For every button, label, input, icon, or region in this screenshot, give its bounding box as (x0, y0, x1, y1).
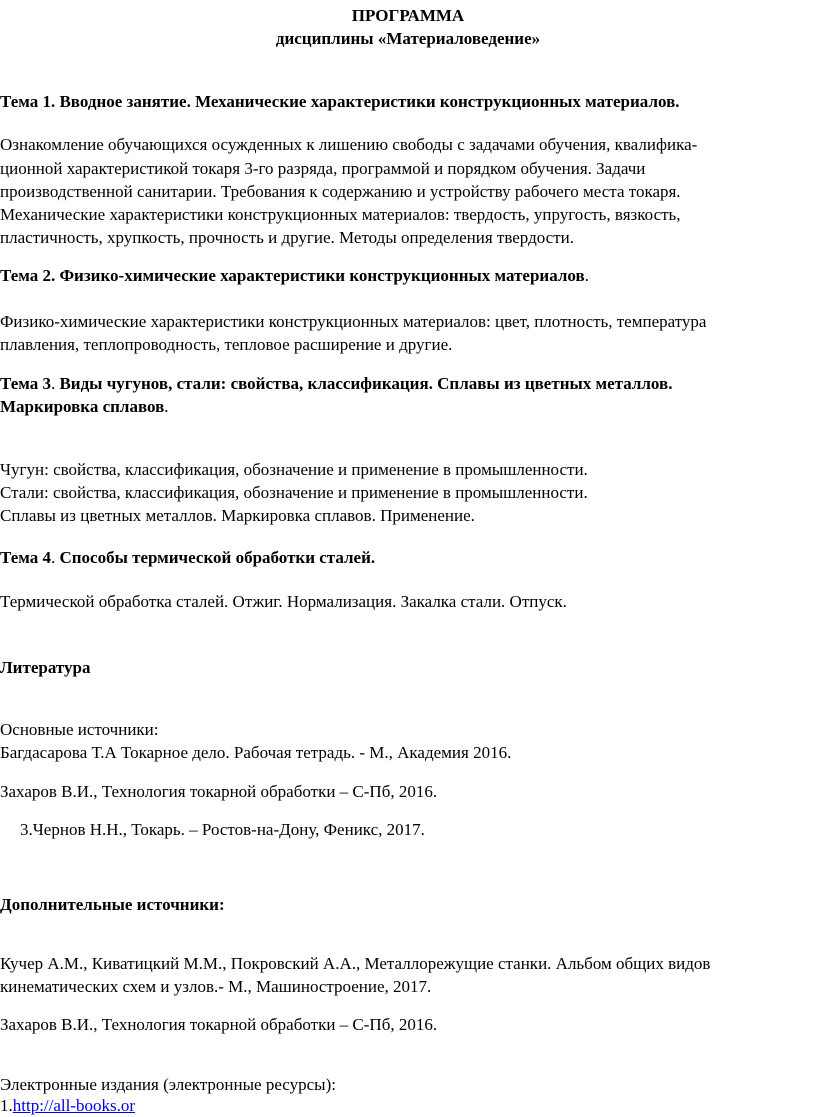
extra-source-item: Захаров В.И., Технология токарной обработки – С-Пб, 2016. (0, 1015, 438, 1034)
topic3-body-line: Сплавы из цветных металлов. Маркировка сплавов. Применение. (0, 506, 475, 525)
extra-source-item: кинематических схем и узлов.- М., Машиностроение, 2017. (0, 977, 432, 996)
document-title: ПРОГРАММА (351, 6, 465, 25)
topic3-heading-sep: . (50, 374, 60, 393)
topic4-body-line: Термической обработка сталей. Отжиг. Нормализация. Закалка стали. Отпуск. (0, 592, 567, 611)
main-source-item: Захаров В.И., Технология токарной обработки – С-Пб, 2016. (0, 782, 438, 801)
topic3-heading (0, 372, 672, 395)
topic1-body-line: производственной санитарии. Требования к содержанию и устройству рабочего места токаря. (0, 182, 681, 201)
main-source-item: Багдасарова Т.А Токарное дело. Рабочая тетрадь. - М., Академия 2016. (0, 743, 512, 762)
topic2-heading-text: Тема 2. Физико-химические характеристики конструкционных материалов (0, 266, 585, 285)
topic3-heading-text: Виды чугунов, стали: свойства, классификация. Сплавы из цветных металлов. (59, 374, 673, 393)
topic3-body-line: Стали: свойства, классификация, обозначение и применение в промышленности. (0, 483, 588, 502)
main-sources-label: Основные источники: (0, 720, 159, 739)
topic1-body-line: Механические характеристики конструкционных материалов: твердость, упругость, вязкость, (0, 205, 681, 224)
topic2-heading (0, 264, 589, 287)
topic1-body-line: Ознакомление обучающихся осужденных к лишению свободы с задачами обучения, квалифика- (0, 135, 698, 154)
electronic-sources-label: Электронные издания (электронные ресурсы): (0, 1075, 336, 1094)
document-subtitle: дисциплины «Материаловедение» (275, 29, 541, 48)
topic1-body-line: пластичность, хрупкость, прочность и другие. Методы определения твердости. (0, 228, 574, 247)
topic4-heading-label: Тема 4 (0, 548, 51, 567)
extra-sources-heading: Дополнительные источники: (0, 895, 225, 914)
topic3-heading-text2: Маркировка сплавов (0, 397, 165, 416)
topic3-heading-label: Тема 3 (0, 374, 51, 393)
topic4-heading (0, 546, 375, 569)
topic1-heading: Тема 1. Вводное занятие. Механические характеристики конструкционных материалов. (0, 92, 680, 111)
literature-heading: Литература (0, 658, 91, 677)
topic4-heading-sep: . (50, 548, 60, 567)
electronic-source-link[interactable]: http://all-books.or (12, 1096, 136, 1115)
topic3-heading-tail: . (164, 397, 169, 416)
topic3-body-line: Чугун: свойства, классификация, обозначение и применение в промышленности. (0, 460, 588, 479)
electronic-source-item (0, 1094, 135, 1117)
topic2-heading-tail: . (584, 266, 589, 285)
topic4-heading-text: Способы термической обработки сталей. (59, 548, 376, 567)
topic2-body-line: плавления, теплопроводность, тепловое расширение и другие. (0, 335, 453, 354)
topic1-body-line: ционной характеристикой токаря 3-го разряда, программой и порядком обучения. Задачи (0, 159, 646, 178)
topic3-heading-cont (0, 395, 169, 418)
topic2-body-line: Физико-химические характеристики конструкционных материалов: цвет, плотность, температура (0, 312, 707, 331)
extra-source-item: Кучер А.М., Киватицкий М.М., Покровский А.А., Металлорежущие станки. Альбом общих видов (0, 954, 711, 973)
main-source-item: 3.Чернов Н.Н., Токарь. – Ростов-на-Дону, Феникс, 2017. (20, 820, 425, 839)
electronic-source-prefix: 1. (0, 1096, 13, 1115)
